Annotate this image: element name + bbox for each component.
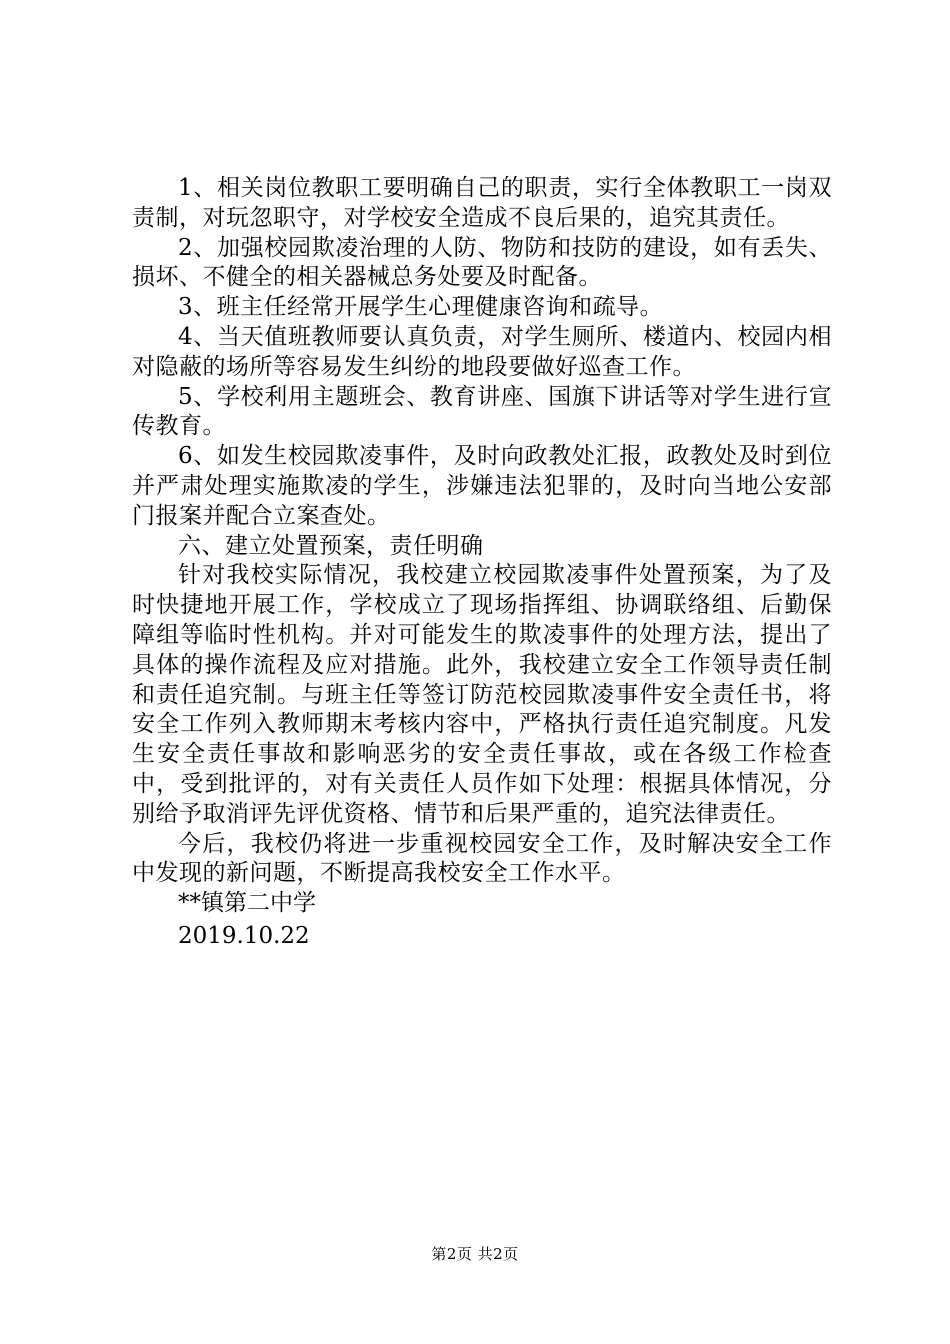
signature-organization: **镇第二中学 bbox=[178, 890, 316, 917]
paragraph-item-2: 2、加强校园欺凌治理的人防、物防和技防的建设，如有丢失、损坏、不健全的相关器械总务处要及时配备。 bbox=[132, 234, 832, 291]
document-body bbox=[132, 174, 832, 952]
page-footer: 第2页 共2页 bbox=[431, 1245, 519, 1263]
plan-paragraph: 针对我校实际情况，我校建立校园欺凌事件处置预案，为了及时快捷地开展工作，学校成立了现场指挥组、协调联络组、后勤保障组等临时性机构。并对可能发生的欺凌事件的处理方法，提出了具体的操作流程及应对措施。此外，我校建立安全工作领导责任制和责任追究制。与班主任等签订防范校园欺凌事件安全责任书，将安全工作列入教师期末考核内容中，严格执行责任追究制度。凡发生安全责任事故和影响恶劣的安全责任事故，或在各级工作检查中，受到批评的，对有关责任人员作如下处理：根据具体情况，分别给予取消评先评优资格、情节和后果严重的，追究法律责任。 bbox=[132, 562, 832, 827]
paragraph-item-4: 4、当天值班教师要认真负责，对学生厕所、楼道内、校园内相对隐蔽的场所等容易发生纠纷的地段要做好巡查工作。 bbox=[132, 323, 832, 380]
paragraph-item-6: 6、如发生校园欺凌事件，及时向政教处汇报，政教处及时到位并严肃处理实施欺凌的学生，涉嫌违法犯罪的，及时向当地公安部门报案并配合立案查处。 bbox=[132, 443, 832, 529]
paragraph-item-3: 3、班主任经常开展学生心理健康咨询和疏导。 bbox=[178, 294, 664, 321]
paragraph-item-5: 5、学校利用主题班会、教育讲座、国旗下讲话等对学生进行宣传教育。 bbox=[132, 383, 832, 440]
closing-paragraph: 今后，我校仍将进一步重视校园安全工作，及时解决安全工作中发现的新问题，不断提高我校安全工作水平。 bbox=[132, 830, 832, 887]
paragraph-item-1: 1、相关岗位教职工要明确自己的职责，实行全体教职工一岗双责制，对玩忽职守，对学校安全造成不良后果的，追究其责任。 bbox=[132, 175, 832, 231]
signature-date: 2019.10.22 bbox=[178, 922, 310, 949]
section-heading: 六、建立处置预案，责任明确 bbox=[178, 532, 484, 559]
